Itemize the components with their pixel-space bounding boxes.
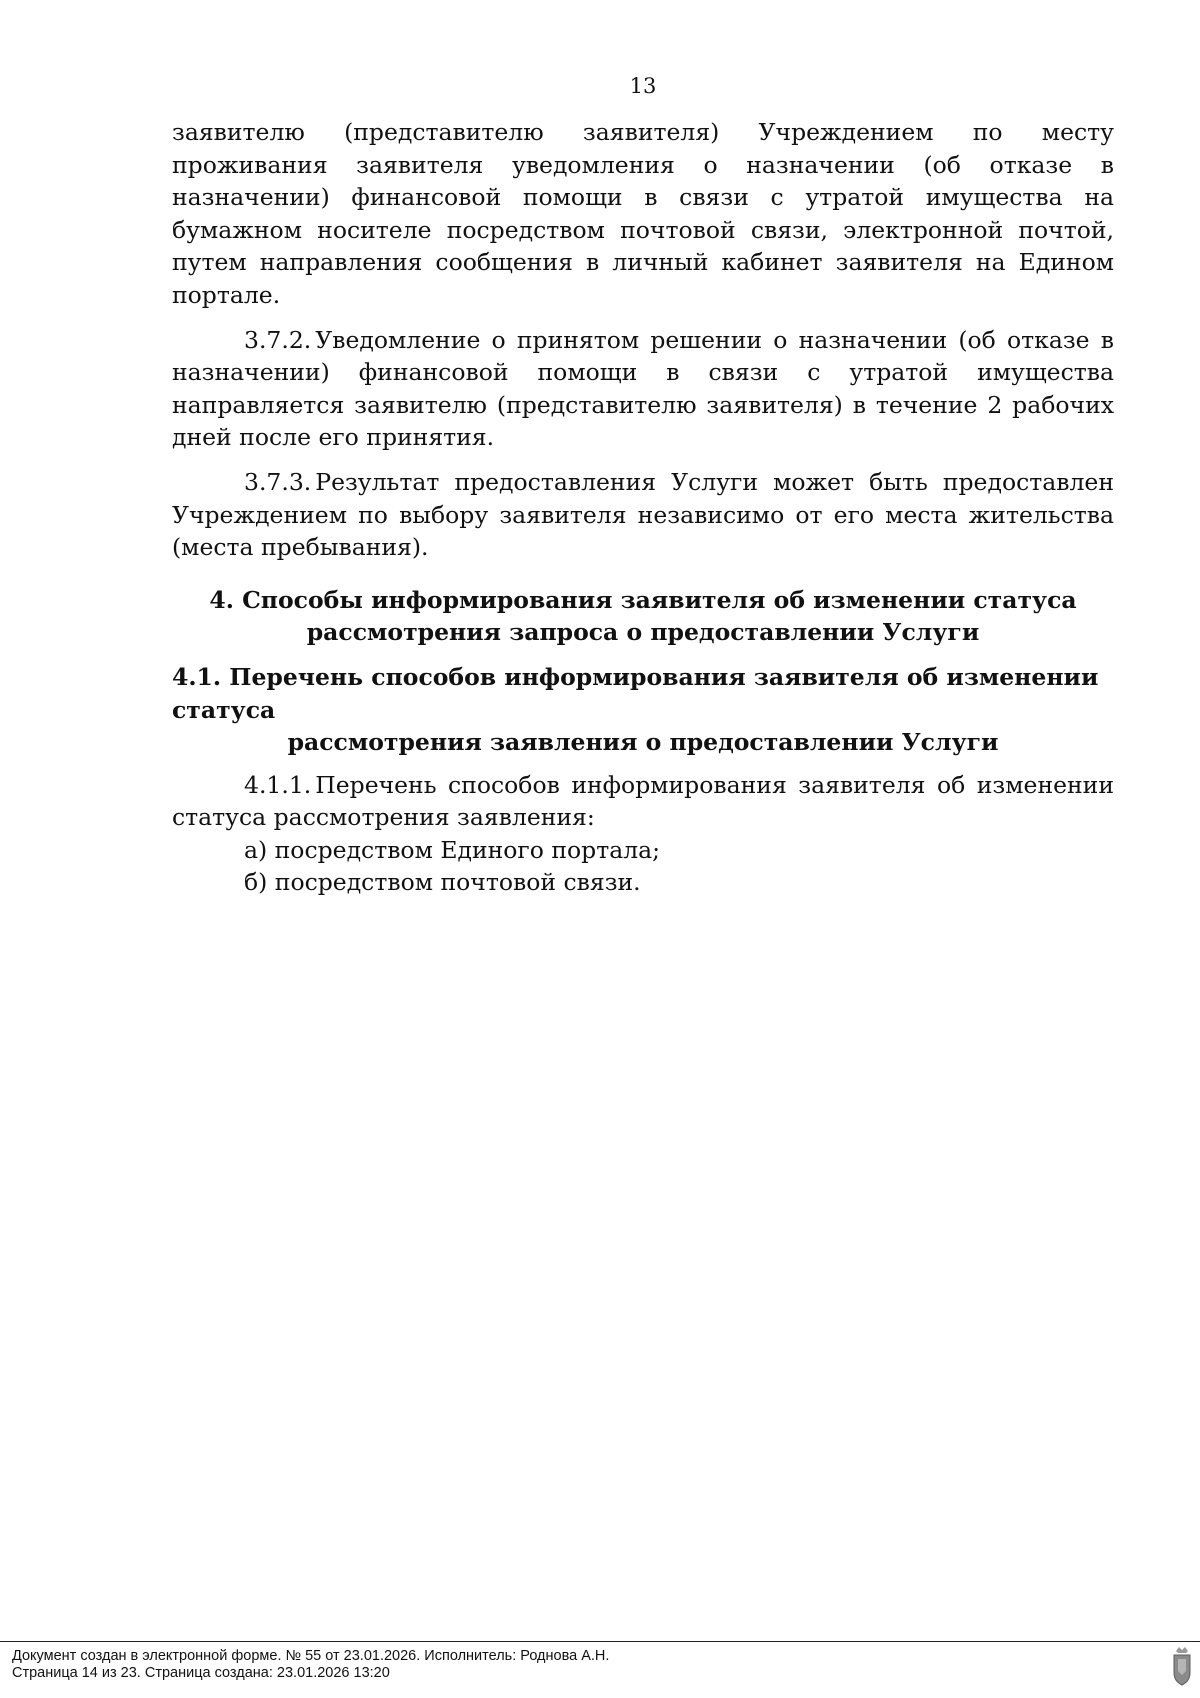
coat-of-arms-icon: [1170, 1645, 1194, 1687]
heading-line: 4.1. Перечень способов информирования заявителя об изменении статуса: [172, 662, 1099, 724]
paragraph-3-7-2: [172, 324, 1114, 454]
list-item: б) посредством почтовой связи.: [244, 868, 641, 897]
section-4-1-heading: [172, 661, 1114, 759]
footer-line: Документ создан в электронной форме. № 55 от 23.01.2026. Исполнитель: Роднова А.Н.: [12, 1648, 610, 1664]
section-4-heading: [172, 584, 1114, 649]
page-number: 13: [629, 74, 657, 98]
document-footer: [12, 1648, 609, 1681]
footer-divider: [0, 1641, 1200, 1642]
paragraph-number: 3.7.3.: [244, 467, 312, 496]
paragraph-number: 3.7.2.: [244, 325, 312, 354]
paragraph-continuation: [172, 116, 1114, 312]
paragraph-text: Результат предоставления Услуги может быть предоставлен Учреждением по выбору заявителя независимо от его места жительства (места пребывания).: [172, 467, 1114, 562]
document-body: [172, 116, 1114, 899]
paragraph-text: заявителю (представителю заявителя) Учреждением по месту проживания заявителя уведомления о назначении (об отказе в назначении) финансовой помощи в связи с утратой имущества на бумажном носителе посредством почтовой связи, электронной почтой, путем направления сообщения в личный кабинет заявителя на Едином портале.: [172, 118, 1114, 309]
footer-line: Страница 14 из 23. Страница создана: 23.01.2026 13:20: [12, 1664, 390, 1681]
list-item: а) посредством Единого портала;: [244, 835, 661, 864]
paragraph-text: Перечень способов информирования заявителя об изменении статуса рассмотрения заявления:: [172, 770, 1114, 832]
paragraph-3-7-3: [172, 466, 1114, 564]
paragraph-text: Уведомление о принятом решении о назначении (об отказе в назначении) финансовой помощи в связи с утратой имущества направляется заявителю (представителю заявителя) в течение 2 рабочих дней после его принятия.: [172, 325, 1114, 452]
paragraph-4-1-1: [172, 769, 1114, 834]
paragraph-number: 4.1.1.: [244, 770, 312, 799]
heading-line: рассмотрения запроса о предоставлении Услуги: [306, 618, 980, 647]
heading-line: 4. Способы информирования заявителя об изменении статуса: [209, 585, 1077, 614]
heading-line: рассмотрения заявления о предоставлении Услуги: [287, 728, 999, 757]
